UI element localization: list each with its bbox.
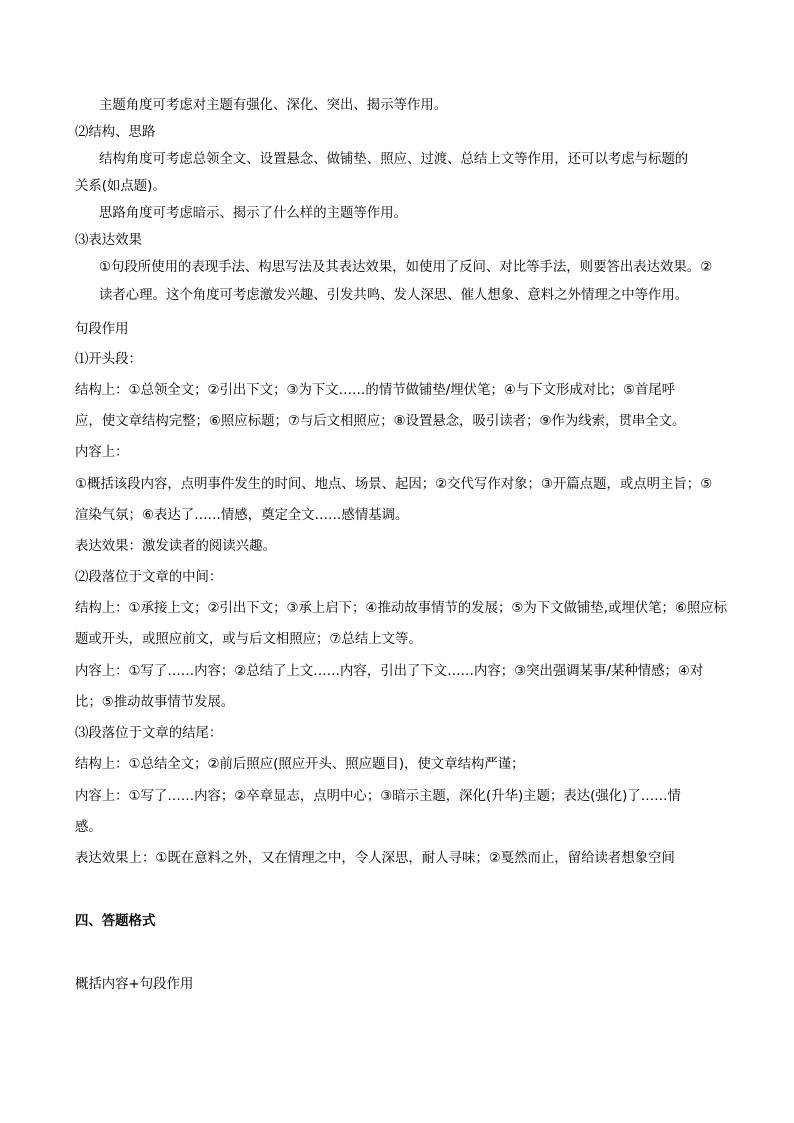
text-line: 表达效果：激发读者的阅读兴趣。 [75,539,276,554]
text-line: 应，使文章结构完整；⑥照应标题；⑦与后文相照应；⑧设置悬念，吸引读者；⑨作为线索，贯串全文。 [75,414,686,429]
text-line: 内容上： [75,445,129,460]
text-line: 主题角度可考虑对主题有强化、深化、突出、揭示等作用。 [99,98,448,113]
text-line: 读者心理。这个角度可考虑激发兴趣、引发共鸣、发人深思、催人想象、意料之外情理之中等作用。 [99,288,689,303]
subheading: ⑵段落位于文章的中间： [75,570,223,585]
text-line: 结构上：①总结全文；②前后照应(照应开头、照应题目)，使文章结构严谨； [75,757,525,772]
text-line: 内容上：①写了……内容；②总结了上文……内容，引出了下文……内容；③突出强调某事/某种情感；④对 [75,664,704,679]
text-line: 概括内容+句段作用 [75,977,194,992]
text-line: 结构上：①承接上文；②引出下文；③承上启下；④推动故事情节的发展；⑤为下文做铺垫,或埋伏笔；⑥照应标 [75,601,728,616]
subheading: ⑴开头段： [75,352,142,367]
text-line: 内容上：①写了……内容；②卒章显志，点明中心；③暗示主题，深化(升华)主题；表达(强化)了……情 [75,789,681,804]
text-line: ①概括该段内容，点明事件发生的时间、地点、场景、起因；②交代写作对象；③开篇点题，或点明主旨；⑤ [75,477,713,492]
section-heading: 四、答题格式 [75,914,156,929]
text-line: 结构角度可考虑总领全文、设置悬念、做铺垫、照应、过渡、总结上文等作用，还可以考虑与标题的 [99,152,689,167]
section-title: 句段作用 [75,322,129,337]
text-line: 思路角度可考虑暗示、揭示了什么样的主题等作用。 [99,206,407,221]
subheading: ⑵结构、思路 [75,125,156,140]
text-line: 题或开头，或照应前文，或与后文相照应；⑦总结上文等。 [75,632,422,647]
text-line: 关系(如点题)。 [75,179,166,194]
text-line: ①句段所使用的表现手法、构思写法及其表达效果，如使用了反问、对比等手法，则要答出表达效果。② [99,260,713,275]
subheading: ⑶段落位于文章的结尾： [75,726,223,741]
subheading: ⑶表达效果 [75,233,142,248]
text-line: 表达效果上：①既在意料之外，又在情理之中，令人深思，耐人寻味；②戛然而止，留给读者想象空间 [75,851,675,866]
text-line: 比；⑤推动故事情节发展。 [75,695,235,710]
text-line: 感。 [75,820,102,835]
text-line: 渲染气氛；⑥表达了……情感，奠定全文……感情基调。 [75,508,409,523]
text-line: 结构上：①总领全文；②引出下文；③为下文……的情节做铺垫/埋伏笔；④与下文形成对比；⑤首尾呼 [75,383,676,398]
